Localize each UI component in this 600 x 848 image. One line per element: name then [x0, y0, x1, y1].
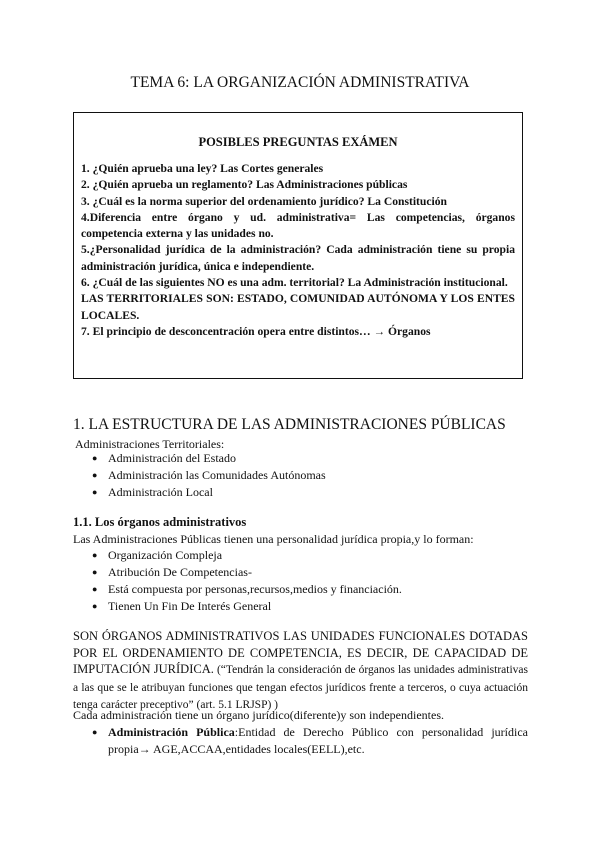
term-definition: :Entidad de Derecho Público con personalidad jurídica propia→ AGE,ACCAA,entidades locales(EELL),etc. — [108, 725, 528, 756]
bullet-icon: ● — [92, 727, 98, 737]
list-item: ● Administración Local — [92, 485, 213, 499]
question-line: 1. ¿Quién aprueba una ley? Las Cortes generales — [81, 162, 324, 175]
admin-publica-bullet — [92, 724, 528, 758]
question-line: LAS TERRITORIALES SON: ESTADO, COMUNIDAD AUTÓNOMA Y LOS ENTES LOCALES. — [81, 292, 515, 322]
section-intro: Administraciones Territoriales: — [75, 437, 225, 451]
list-item: ● Está compuesta por personas,recursos,medios y financiación. — [92, 582, 402, 596]
bullet-icon: ● — [92, 487, 98, 497]
bullet-icon: ● — [92, 470, 98, 480]
bullet-icon: ● — [92, 584, 98, 594]
question-line: 2. ¿Quién aprueba un reglamento? Las Administraciones públicas — [81, 178, 408, 192]
list-item: ● Tienen Un Fin De Interés General — [92, 599, 272, 613]
question-line: 4.Diferencia entre órgano y ud. administrativa= Las competencias, órganos competencia externa y las unidades no. — [81, 210, 515, 241]
list-item: ● Atribución De Competencias- — [92, 565, 252, 579]
bullet-icon: ● — [92, 567, 98, 577]
section-title: 1. LA ESTRUCTURA DE LAS ADMINISTRACIONES PÚBLICAS — [73, 416, 506, 433]
question-line: 3. ¿Cuál es la norma superior del ordenamiento jurídico? La Constitución — [81, 194, 447, 208]
list-item: ● Organización Compleja — [92, 548, 223, 562]
organs-definition — [73, 628, 528, 714]
independence-note: Cada administración tiene un órgano jurídico(diferente)y son independientes. — [73, 708, 444, 722]
bullet-icon: ● — [92, 550, 98, 560]
question-line: 5.¿Personalidad jurídica de la administración? Cada administración tiene su propia administración jurídica, única e independiente. — [81, 243, 515, 273]
subsection-intro: Las Administraciones Públicas tienen una personalidad jurídica propia,y lo forman: — [73, 532, 474, 546]
page-title: TEMA 6: LA ORGANIZACIÓN ADMINISTRATIVA — [130, 74, 470, 91]
territorial-admin-list — [92, 450, 326, 501]
question-line: 7. El principio de desconcentración opera entre distintos… → Órganos — [81, 324, 431, 338]
bullet-icon: ● — [92, 453, 98, 463]
question-line: 6. ¿Cuál de las siguientes NO es una adm. territorial? La Administración institucional. — [81, 276, 508, 290]
list-item: ● Administración las Comunidades Autónomas — [92, 468, 326, 482]
organs-list — [92, 547, 402, 615]
bullet-icon: ● — [92, 601, 98, 611]
possible-questions-box — [73, 112, 523, 379]
definition-upper: SON ÓRGANOS ADMINISTRATIVOS LAS UNIDADES FUNCIONALES DOTADAS POR EL ORDENAMIENTO DE COMPETENCIA, ES DECIR, DE CAPACIDAD DE IMPUTACIÓN JURÍDICA. — [73, 629, 528, 676]
box-heading: POSIBLES PREGUNTAS EXÁMEN — [198, 135, 398, 149]
list-item: ● Administración del Estado — [92, 451, 236, 465]
subsection-title: 1.1. Los órganos administrativos — [73, 515, 247, 529]
term-bold: Administración Pública — [108, 725, 235, 739]
definition-quote: (“Tendrán la consideración de órganos las unidades administrativas a las que se le atribuyan funciones que tengan efectos jurídicos frente a terceros, o cuya actuación tenga carácter preceptivo” (art. 5.1 LRJSP) ) — [73, 664, 529, 711]
